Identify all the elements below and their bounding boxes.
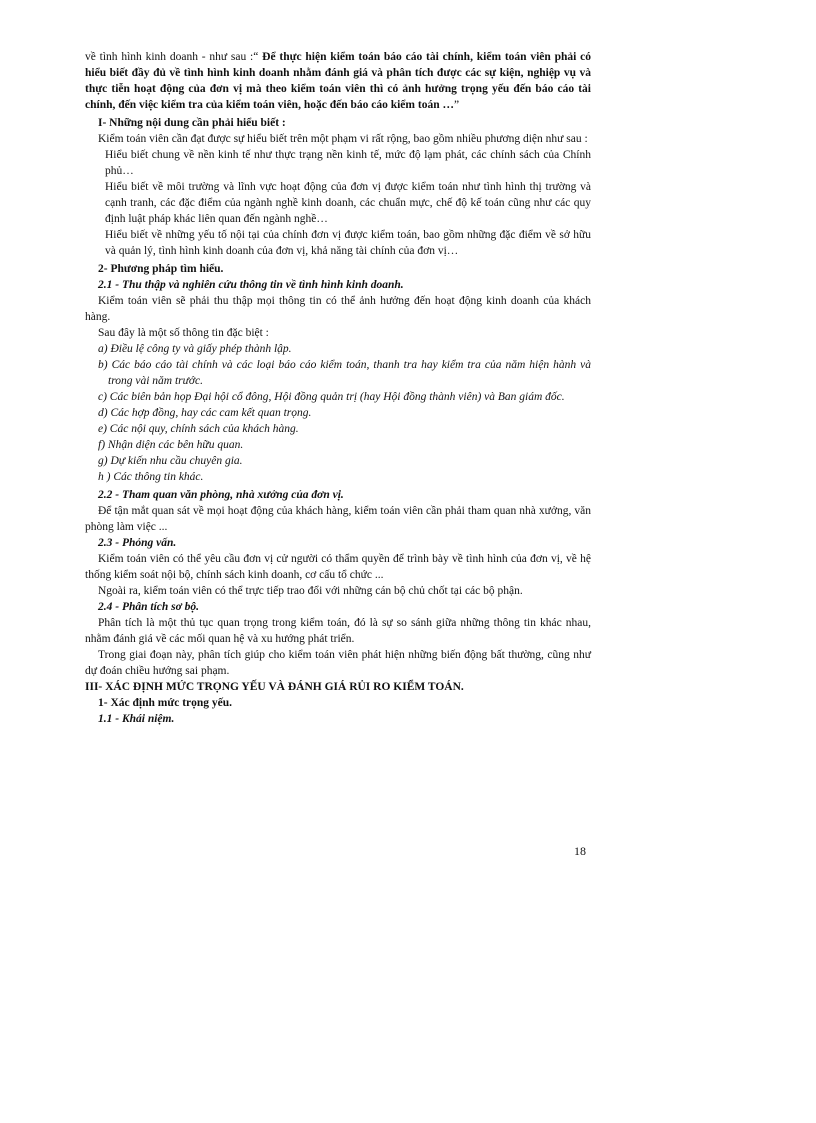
paragraph-5: Kiểm toán viên sẽ phải thu thập mọi thông tin có thể ảnh hưởng đến hoạt động kinh doanh của khách hàng. xyxy=(85,295,591,323)
list-item: g) Dự kiến nhu cầu chuyên gia. xyxy=(98,455,243,467)
intro-quote-bold: Để thực hiện kiểm toán báo cáo tài chính, kiểm toán viên phải có hiểu biết đầy đủ về tình hình kinh doanh nhằm đánh giá và phân tích được các sự kiện, nghiệp vụ và thực tiễn hoạt động của đơn vị mà theo kiểm toán viên thì có ảnh hưởng trọng yếu đến báo cáo tài chính, đến việc kiểm tra của kiểm toán viên, hoặc đến báo cáo kiểm toán … xyxy=(85,51,591,111)
page-number: 18 xyxy=(574,844,586,858)
paragraph-10: Phân tích là một thủ tục quan trọng trong kiểm toán, đó là sự so sánh giữa những thông tin khác nhau, nhằm đánh giá về các mối quan hệ và xu hướng phát triển. xyxy=(85,617,591,645)
paragraph-2: Hiểu biết chung về nền kinh tế như thực trạng nền kinh tế, mức độ lạm phát, các chính sách của Chính phủ… xyxy=(105,149,591,177)
heading-2-2: 2.2 - Tham quan văn phòng, nhà xưởng của đơn vị. xyxy=(98,489,344,501)
list-item: e) Các nội quy, chính sách của khách hàng. xyxy=(98,423,299,435)
heading-2-4: 2.4 - Phân tích sơ bộ. xyxy=(98,601,200,613)
heading-2: 2- Phương pháp tìm hiểu. xyxy=(98,263,224,275)
list-item: f) Nhận diện các bên hữu quan. xyxy=(98,439,244,451)
intro-paragraph xyxy=(85,49,591,113)
paragraph-4: Hiểu biết về những yếu tố nội tại của chính đơn vị được kiểm toán, bao gồm những đặc điểm về sở hữu và quản lý, tình hình kinh doanh của đơn vị, khả năng tài chính của đơn vị… xyxy=(105,229,591,257)
paragraph-8: Kiểm toán viên có thể yêu cầu đơn vị cử người có thẩm quyền để trình bày về tình hình của đơn vị, về hệ thống kiểm soát nội bộ, chính sách kinh doanh, cơ cấu tổ chức ... xyxy=(85,553,591,581)
heading-3-1-1: 1.1 - Khái niệm. xyxy=(98,713,175,725)
section-heading-3: III- XÁC ĐỊNH MỨC TRỌNG YẾU VÀ ĐÁNH GIÁ RỦI RO KIỂM TOÁN. xyxy=(85,681,464,693)
heading-1: I- Những nội dung cần phải hiểu biết : xyxy=(98,117,286,129)
list-item: h ) Các thông tin khác. xyxy=(98,471,204,483)
list-item: d) Các hợp đồng, hay các cam kết quan trọng. xyxy=(98,407,312,419)
paragraph-3: Hiểu biết về môi trường và lĩnh vực hoạt động của đơn vị được kiểm toán như tình hình thị trường và cạnh tranh, các đặc điểm của ngành nghề kinh doanh, các chuẩn mực, chế độ kế toán cũng như các quy định luật pháp khác liên quan đến ngành nghề… xyxy=(105,181,591,225)
list-item: b) Các báo cáo tài chính và các loại báo cáo kiểm toán, thanh tra hay kiểm tra của năm hiện hành và trong vài năm trước. xyxy=(98,359,591,387)
paragraph-7: Để tận mắt quan sát về mọi hoạt động của khách hàng, kiểm toán viên cần phải tham quan nhà xưởng, văn phòng làm việc ... xyxy=(85,505,591,533)
heading-2-3: 2.3 - Phỏng vấn. xyxy=(98,537,177,549)
heading-3-1: 1- Xác định mức trọng yếu. xyxy=(98,697,233,709)
intro-text: về tình hình kinh doanh - như sau :“ xyxy=(85,51,263,63)
paragraph-6: Sau đây là một số thông tin đặc biệt : xyxy=(98,327,269,339)
list-item: a) Điều lệ công ty và giấy phép thành lập. xyxy=(98,343,292,355)
info-list xyxy=(85,341,591,485)
list-item: c) Các biên bản họp Đại hội cổ đông, Hội đồng quản trị (hay Hội đồng thành viên) và Ban giám đốc. xyxy=(98,391,565,403)
paragraph-11: Trong giai đoạn này, phân tích giúp cho kiểm toán viên phát hiện những biến động bất thường, cũng như dự đoán chiều hướng sai phạm. xyxy=(85,649,591,677)
paragraph-1: Kiểm toán viên cần đạt được sự hiểu biết trên một phạm vi rất rộng, bao gồm nhiều phương diện như sau : xyxy=(98,133,588,145)
intro-quote-close: ” xyxy=(453,99,460,111)
page-body xyxy=(85,49,591,727)
paragraph-9: Ngoài ra, kiểm toán viên có thể trực tiếp trao đổi với những cán bộ chủ chốt tại các bộ phận. xyxy=(98,585,523,597)
heading-2-1: 2.1 - Thu thập và nghiên cứu thông tin về tình hình kinh doanh. xyxy=(98,279,404,291)
